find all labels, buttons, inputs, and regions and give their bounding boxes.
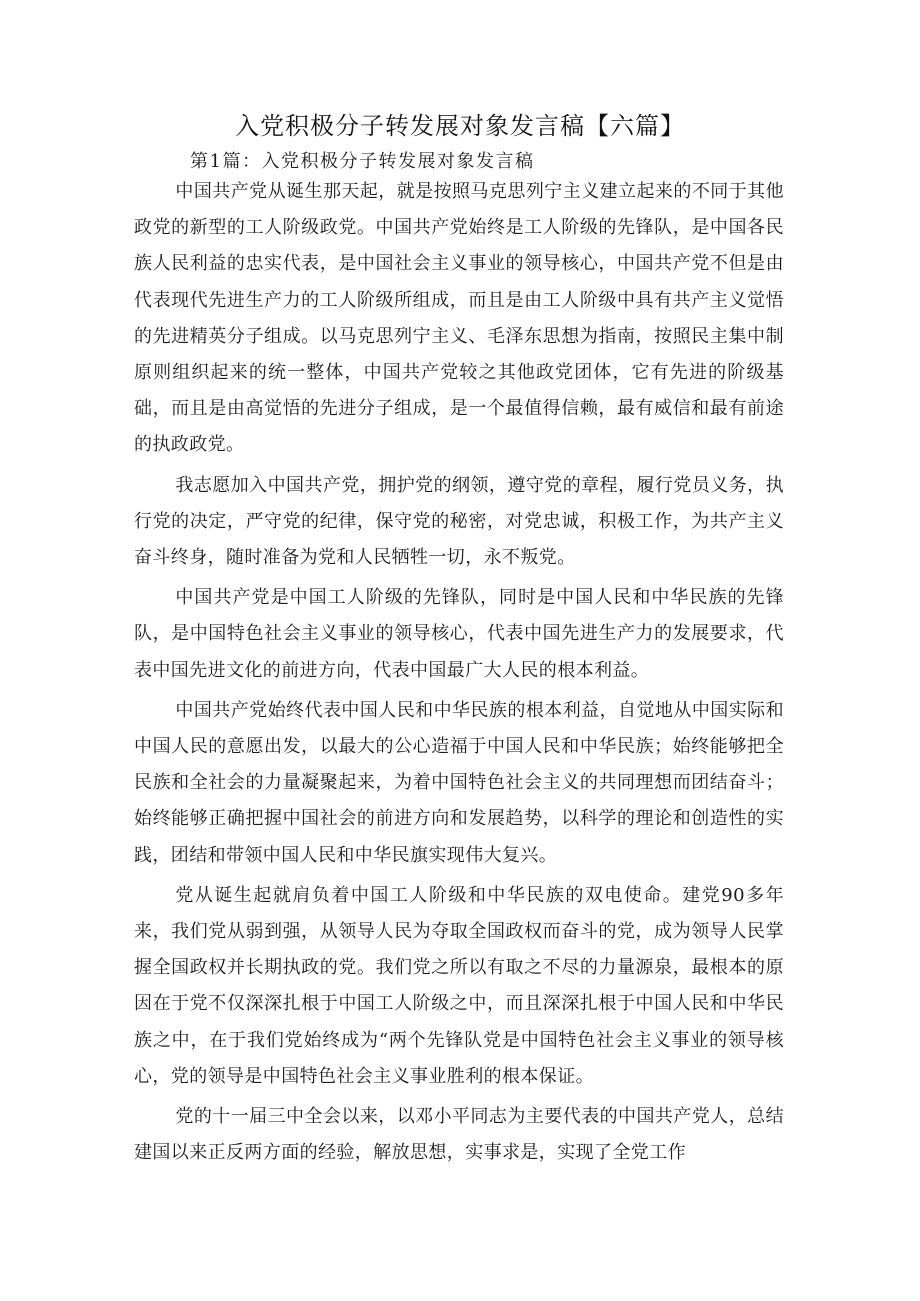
document-title: 入党积极分子转发展对象发言稿【六篇】: [235, 112, 685, 140]
paragraph: 中国共产党是中国工人阶级的先锋队，同时是中国人民和中华民族的先锋队，是中国特色社会主义事业的领导核心，代表中国先进生产力的发展要求，代表中国先进文化的前进方向，代表中国最广大人民的根本利益。: [134, 587, 784, 681]
paragraph: 中国共产党从诞生那天起，就是按照马克思列宁主义建立起来的不同于其他政党的新型的工人阶级政党。中国共产党始终是工人阶级的先锋队，是中国各民族人民利益的忠实代表，是中国社会主义事业的领导核心，中国共产党不但是由代表现代先进生产力的工人阶级所组成，而且是由工人阶级中具有共产主义觉悟的先进精英分子组成。以马克思列宁主义、毛泽东思想为指南，按照民主集中制原则组织起来的统一整体，中国共产党较之其他政党团体，它有先进的阶级基础，而且是由高觉悟的先进分子组成，是一个最值得信赖，最有威信和最有前途的执政政党。: [134, 181, 784, 456]
document-body: [134, 174, 784, 1171]
paragraph: 党的十一届三中全会以来，以邓小平同志为主要代表的中国共产党人，总结建国以来正反两方面的经验，解放思想，实事求是，实现了全党工作: [134, 1106, 784, 1164]
paragraph: 我志愿加入中国共产党，拥护党的纲领，遵守党的章程，履行党员义务，执行党的决定，严守党的纪律，保守党的秘密，对党忠诚，积极工作，为共产主义奋斗终身，随时准备为党和人民牺牲一切，永不叛党。: [134, 474, 784, 569]
section-subtitle: 第1篇：入党积极分子转发展对象发言稿: [190, 151, 535, 172]
paragraph: 中国共产党始终代表中国人民和中华民族的根本利益，自觉地从中国实际和中国人民的意愿出发，以最大的公心造福于中国人民和中华民族；始终能够把全民族和全社会的力量凝聚起来，为着中国特色社会主义的共同理想而团结奋斗；始终能够正确把握中国社会的前进方向和发展趋势，以科学的理论和创造性的实践，团结和带领中国人民和中华民旗实现伟大复兴。: [134, 699, 784, 866]
paragraph: 党从诞生起就肩负着中国工人阶级和中华民族的双电使命。建党90多年来，我们党从弱到强，从领导人民为夺取全国政权而奋斗的党，成为领导人民掌握全国政权并长期执政的党。我们党之所以有取之不尽的力量源泉，最根本的原因在于党不仅深深扎根于中国工人阶级之中，而且深深扎根于中国人民和中华民族之中，在于我们党始终成为“两个先锋队党是中国特色社会主义事业的领导核心，党的领导是中国特色社会主义事业胜利的根本保证。: [134, 884, 784, 1087]
